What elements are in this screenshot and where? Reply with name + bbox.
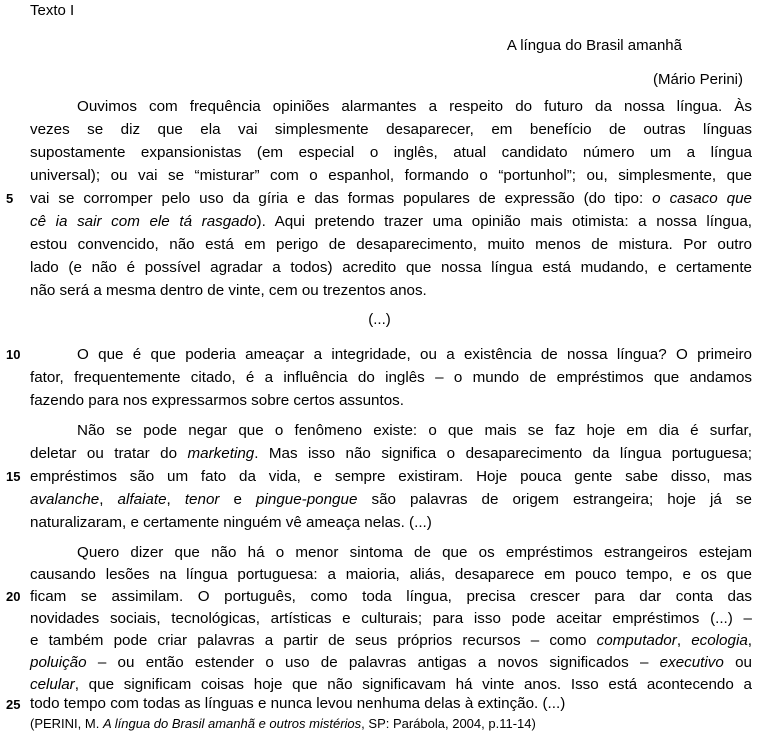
text-line: novidades sociais, tecnológicas, artísticas e culturais; para isso pode aceitar empréstimos (...) –: [30, 610, 752, 627]
text-line: universal); ou vai se “misturar” com o espanhol, formando o “portunhol”; ou, simplesmente, que: [30, 167, 752, 184]
text-line: vai se corromper pelo uso da gíria e das formas populares de expressão (do tipo: o casaco que: [30, 190, 752, 207]
text-line: avalanche, alfaiate, tenor e pingue-pongue são palavras de origem estrangeira; hoje já se: [30, 491, 752, 508]
line-number: 5: [6, 191, 14, 206]
text-line: O que é que poderia ameaçar a integridade, ou a existência de nossa língua? O primeiro: [77, 346, 752, 363]
text-line: lado (e não é possível agradar a todos) acredito que nossa língua está mudando, e certamente: [30, 259, 752, 276]
text-line: vezes se diz que ela vai simplesmente desaparecer, em benefício de outras línguas: [30, 121, 752, 138]
text-line: supostamente expansionistas (em especial o inglês, atual candidato número um a língua: [30, 144, 752, 161]
line-number: 20: [6, 589, 21, 604]
omission-marker: (...): [368, 311, 391, 328]
text-line: todo tempo com todas as línguas e nunca levou nenhuma delas à extinção. (...): [30, 695, 566, 712]
text-line: ficam se assimilam. O português, como toda língua, precisa crescer para dar conta das: [30, 588, 752, 605]
text-line: Ouvimos com frequência opiniões alarmantes a respeito do futuro da nossa língua. Às: [77, 98, 752, 115]
text-author: (Mário Perini): [652, 71, 743, 88]
text-line: cê ia sair com ele tá rasgado). Aqui pretendo trazer uma opinião mais otimista: a nossa língua,: [30, 213, 752, 230]
text-line: deletar ou tratar do marketing. Mas isso não significa o desaparecimento da língua portuguesa;: [30, 445, 752, 462]
text-line: naturalizaram, e certamente ninguém vê ameaça nelas. (...): [30, 514, 432, 531]
text-line: Quero dizer que não há o menor sintoma de que os empréstimos estrangeiros estejam: [77, 544, 752, 561]
text-line: poluição – ou então estender o uso de palavras antigas a novos significados – executivo ou: [30, 654, 752, 671]
text-line: fazendo para nos expressarmos sobre certos assuntos.: [30, 392, 404, 409]
text-line: empréstimos são um fato da vida, e sempre existiram. Hoje pouca gente sabe disso, mas: [30, 468, 752, 485]
text-line: não será a mesma dentro de vinte, cem ou trezentos anos.: [30, 282, 427, 299]
line-number: 10: [6, 347, 21, 362]
text-line: estou convencido, não está em perigo de desaparecimento, muito menos de mistura. Por outro: [30, 236, 752, 253]
text-line: e também pode criar palavras a partir de seus próprios recursos – como computador, ecologia,: [30, 632, 752, 649]
citation: (PERINI, M. A língua do Brasil amanhã e outros mistérios, SP: Parábola, 2004, p.11-14): [30, 716, 536, 731]
text-line: causando lesões na língua portuguesa: a maioria, aliás, desaparece em pouco tempo, e os que: [30, 566, 752, 583]
line-number: 15: [6, 469, 21, 484]
text-line: Não se pode negar que o fenômeno existe: o que mais se faz hoje em dia é surfar,: [77, 422, 752, 439]
line-number: 25: [6, 697, 21, 712]
text-label: Texto I: [30, 2, 75, 19]
text-title: A língua do Brasil amanhã: [506, 37, 682, 54]
text-line: fator, frequentemente citado, é a influência do inglês – o mundo de empréstimos que andamos: [30, 369, 752, 386]
text-line: celular, que significam coisas hoje que não significavam há vinte anos. Isso está acontecendo a: [30, 676, 752, 693]
